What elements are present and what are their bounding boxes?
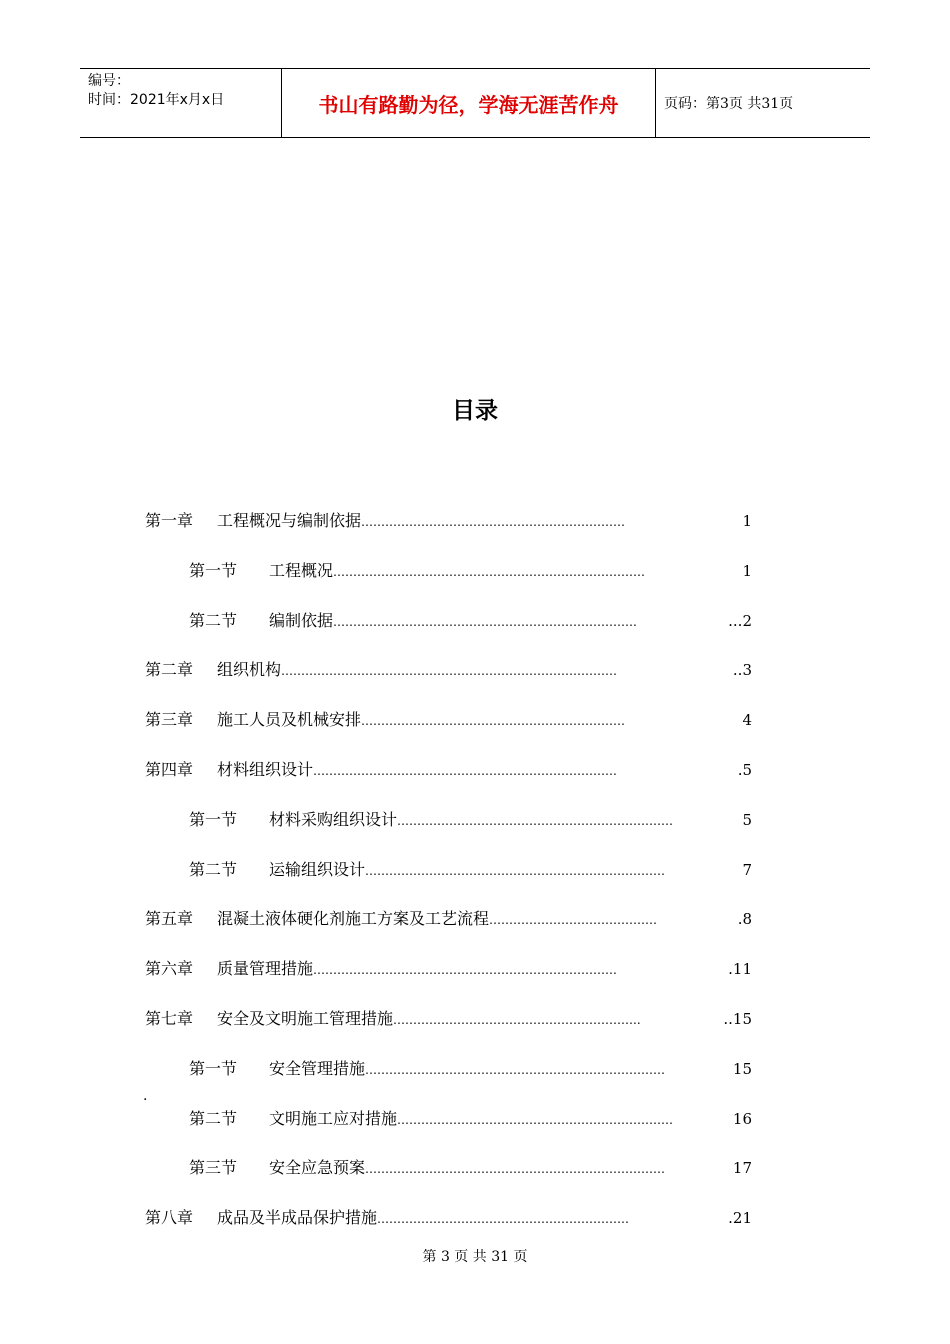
toc-entry-text: 材料组织设计 (217, 760, 314, 779)
toc-entry-page: 1 (742, 512, 752, 530)
toc-entry-label: 第三章 (145, 710, 194, 729)
toc-entry-page: .8 (737, 910, 752, 928)
toc-entry-page: .11 (728, 960, 752, 978)
toc-entry-leader: ………………………………………………………………… (365, 864, 666, 878)
toc-entry-leader: …………………………………………………………………. (313, 963, 617, 977)
toc-entry-label: 第四章 (145, 760, 194, 779)
toc-entry-text: 材料采购组织设计 (269, 810, 398, 829)
toc-entry-label: 第二节 (189, 1109, 238, 1128)
toc-entry-text: 工程概况与编制依据 (217, 511, 362, 530)
header-page-info: 页码：第3页 共31页 (664, 96, 794, 112)
toc-entry-label: 第五章 (145, 909, 194, 928)
page-header (80, 68, 870, 138)
toc-entry[interactable] (145, 707, 752, 729)
number-label: 编号： (88, 73, 130, 89)
toc-entry-page: ...2 (728, 612, 752, 630)
toc-entry[interactable] (145, 956, 752, 978)
toc-entry[interactable] (145, 1205, 752, 1227)
toc-entry-label: 第一节 (189, 561, 238, 580)
stray-mark: . (143, 1088, 148, 1104)
toc-entry-leader: …………………………………………………………………. (313, 764, 617, 778)
header-motto: 书山有路勤为径，学海无涯苦作舟 (282, 69, 656, 137)
toc-entry-page: 4 (742, 711, 752, 729)
toc-entry-text: 安全及文明施工管理措施 (217, 1009, 394, 1028)
toc-entry-leader: …………………………………………………………… (397, 814, 674, 828)
toc-entry-page: ..3 (732, 661, 752, 679)
toc-entry-leader: ………………………………………………………………… (365, 1162, 666, 1176)
toc-entry[interactable] (189, 608, 752, 630)
toc-entry-text: 组织机构 (217, 660, 282, 679)
toc-entry[interactable] (145, 757, 752, 779)
toc-entry-label: 第一节 (189, 1059, 238, 1078)
toc-entry[interactable] (189, 1056, 752, 1078)
toc-entry-page: 5 (742, 811, 752, 829)
toc-entry-label: 第六章 (145, 959, 194, 978)
toc-entry-leader: …………………………………………………….. (393, 1013, 641, 1027)
toc-entry-leader: ………………………………………………………………… (365, 1063, 666, 1077)
toc-entry[interactable] (145, 657, 752, 679)
toc-entry-label: 第一章 (145, 511, 194, 530)
toc-entry-text: 安全管理措施 (269, 1059, 366, 1078)
toc-entry-page: ..15 (723, 1010, 752, 1028)
toc-entry-text: 工程概况 (269, 561, 334, 580)
toc-entry-label: 第二节 (189, 611, 238, 630)
page-footer: 第 3 页 共 31 页 (422, 1249, 528, 1265)
toc-entry-leader: …………………………………… (489, 913, 658, 927)
toc-entry-text: 运输组织设计 (269, 860, 366, 879)
toc-entry[interactable] (189, 1155, 752, 1177)
time-label: 时间：2021年x月x日 (88, 92, 225, 108)
toc-entry-label: 第八章 (145, 1208, 194, 1227)
toc-entry-text: 成品及半成品保护措施 (217, 1208, 378, 1227)
toc-entry-text: 编制依据 (269, 611, 334, 630)
toc-entry-label: 第一节 (189, 810, 238, 829)
toc-title: 目录 (452, 398, 498, 424)
toc-entry-text: 施工人员及机械安排 (217, 710, 362, 729)
toc-entry[interactable] (145, 508, 752, 530)
toc-entry-label: 第二节 (189, 860, 238, 879)
toc-entry-leader: ……………………………………………………… (377, 1212, 630, 1226)
toc-entry-text: 安全应急预案 (269, 1158, 366, 1177)
toc-entry-page: 1 (742, 562, 752, 580)
toc-entry-leader: …………………………………………………………… (397, 1113, 674, 1127)
toc-entry-page: 7 (742, 861, 752, 879)
toc-entry-page: .5 (737, 761, 752, 779)
toc-entry-text: 质量管理措施 (217, 959, 314, 978)
toc-entry-leader: ………………………………………………………… (361, 515, 626, 529)
toc-entry-label: 第二章 (145, 660, 194, 679)
toc-entry-page: 16 (732, 1110, 752, 1128)
toc-entry-page: 17 (732, 1159, 752, 1177)
toc-entry-page: 15 (732, 1060, 752, 1078)
toc-entry-label: 第三节 (189, 1158, 238, 1177)
header-meta (80, 69, 282, 137)
toc-entry[interactable] (189, 857, 752, 879)
toc-entry-label: 第七章 (145, 1009, 194, 1028)
toc-entry[interactable] (189, 1106, 752, 1128)
toc-entry-leader: …………………………………………………………………. (333, 615, 637, 629)
toc-entry[interactable] (145, 1006, 752, 1028)
toc-entry-page: .21 (728, 1209, 752, 1227)
toc-entry-text: 混凝土液体硬化剂施工方案及工艺流程 (217, 909, 490, 928)
toc-entry[interactable] (189, 807, 752, 829)
toc-entry-leader: ………………………………………………………………………… (281, 664, 618, 678)
toc-entry[interactable] (189, 558, 752, 580)
toc-entry[interactable] (145, 906, 752, 928)
toc-entry-text: 文明施工应对措施 (269, 1109, 398, 1128)
toc-entry-leader: …………………………………………………………………… (333, 565, 646, 579)
toc-entry-leader: ………………………………………………………… (361, 714, 626, 728)
